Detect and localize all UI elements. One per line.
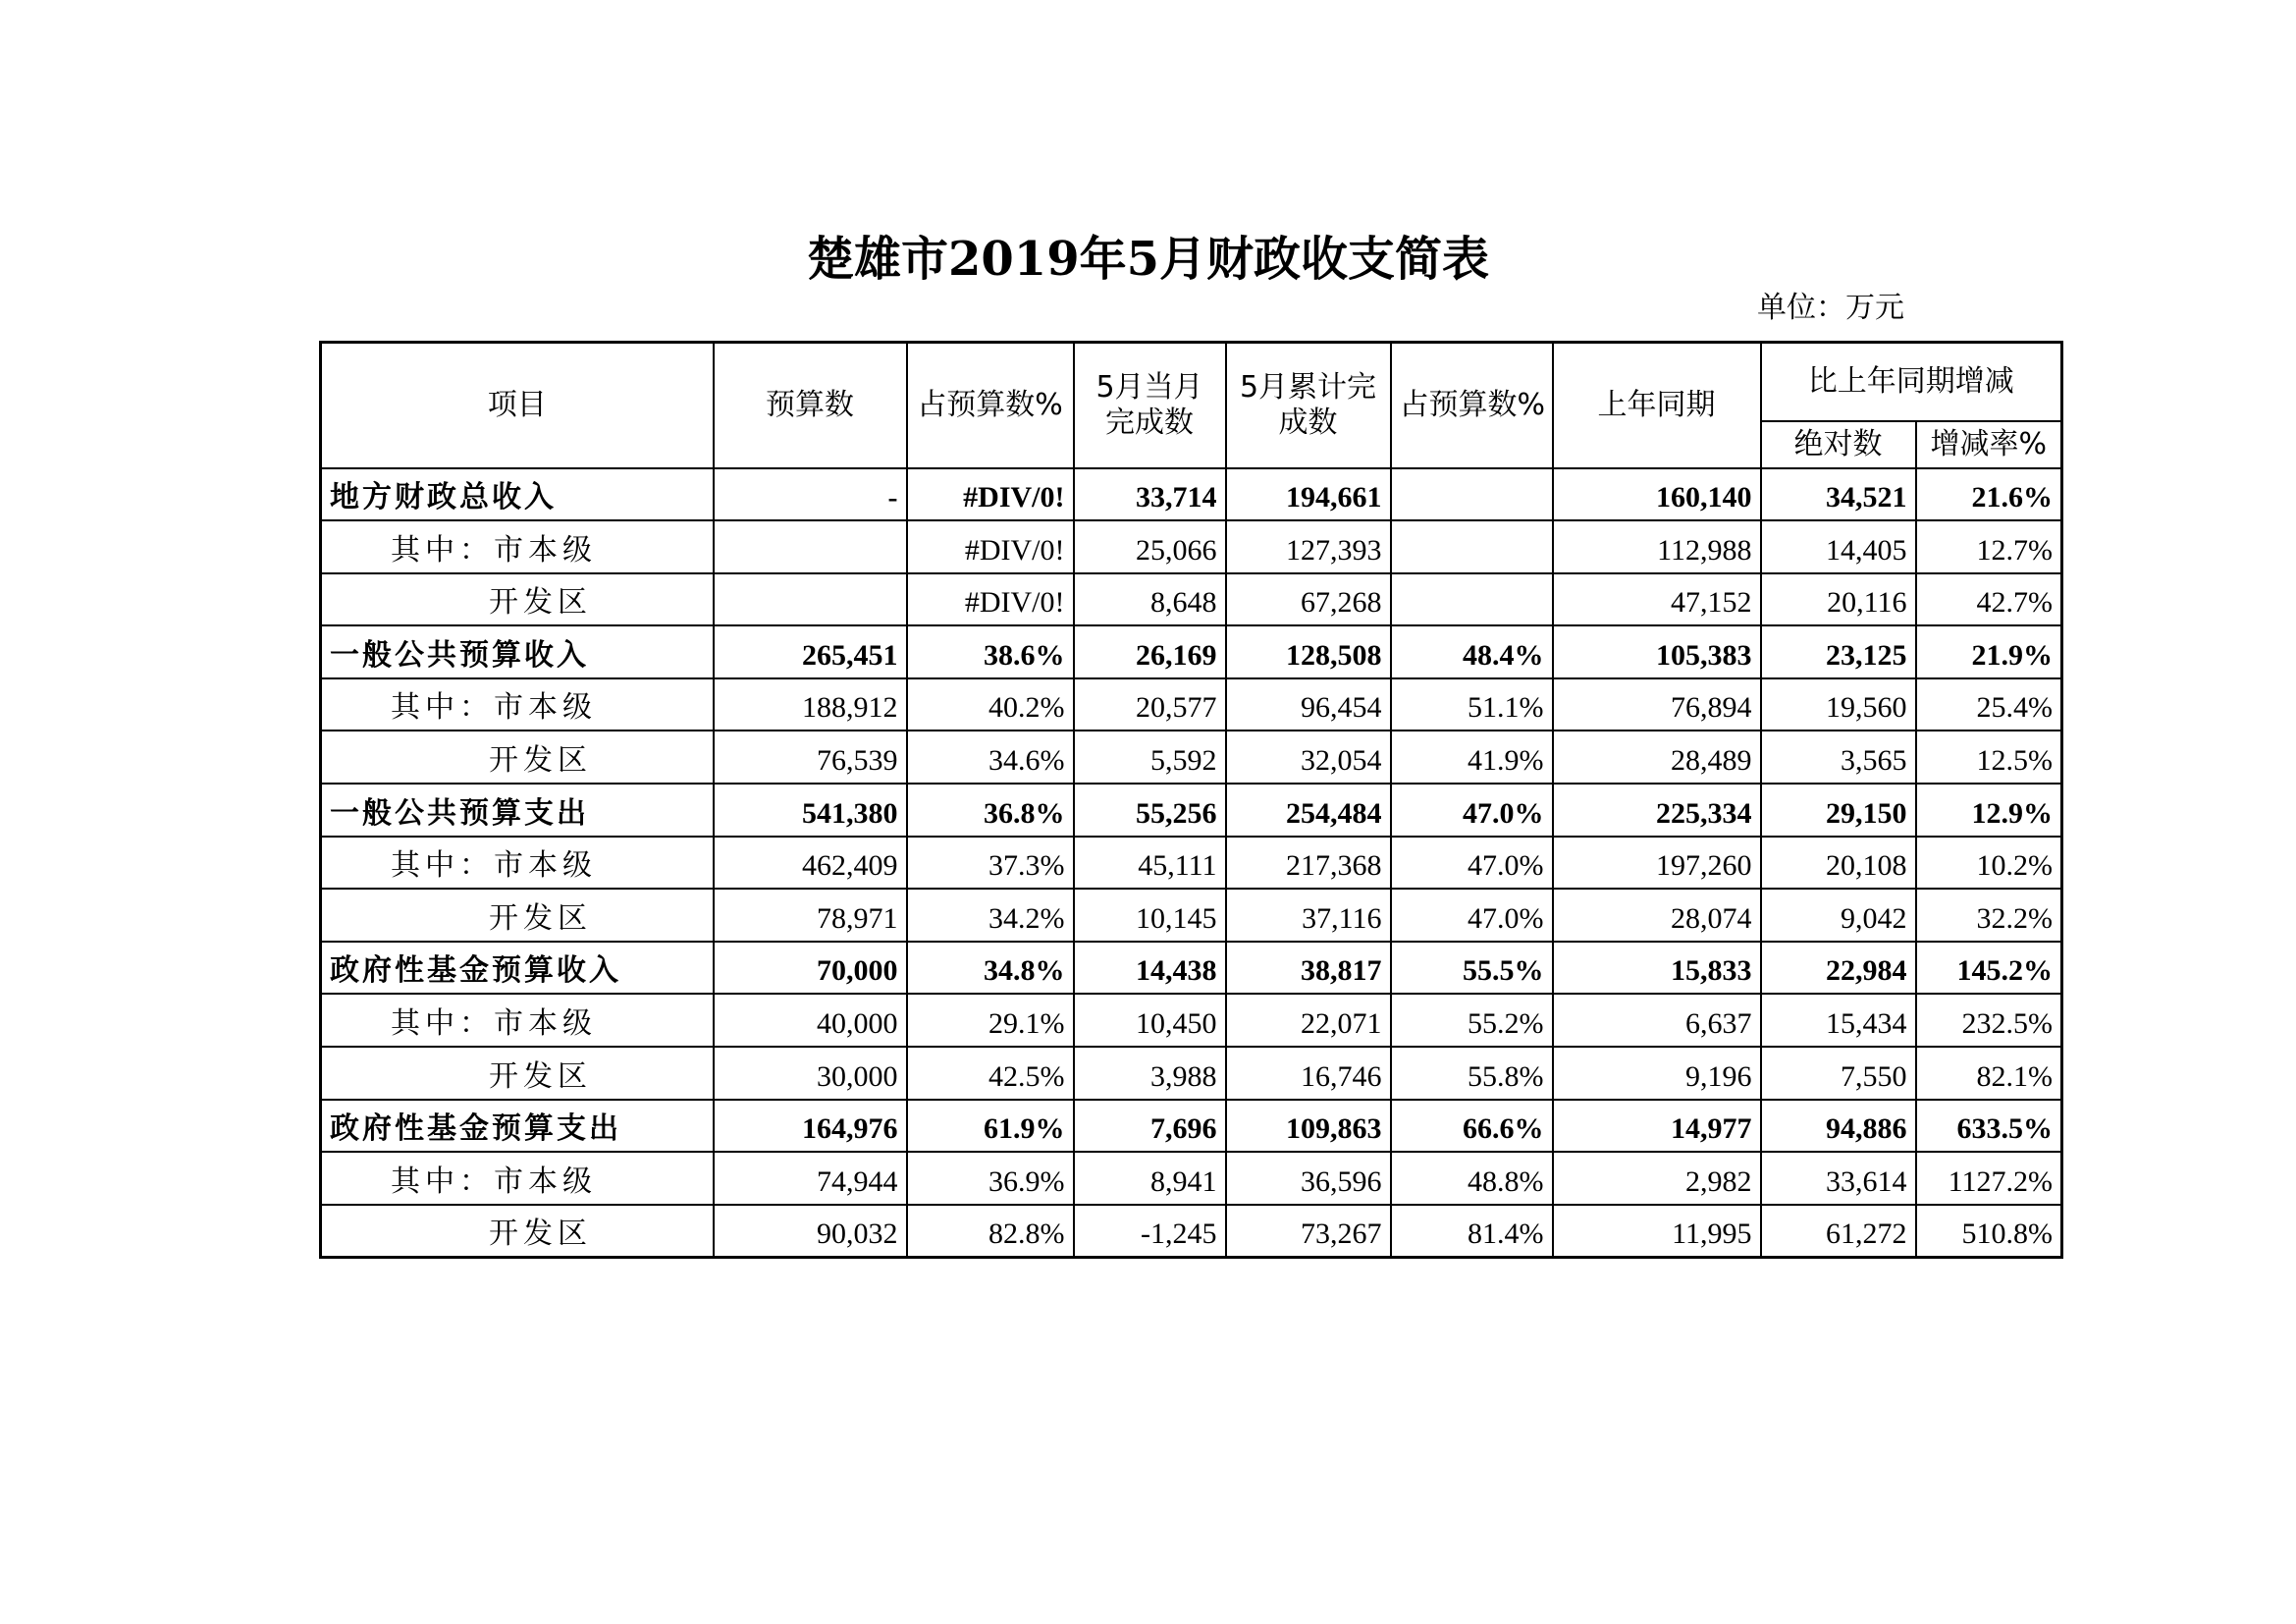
cell-last-year: 112,988 [1553, 520, 1761, 573]
cell-rate-change: 42.7% [1916, 573, 2062, 626]
cell-cum-done: 32,054 [1226, 731, 1391, 784]
cell-month-done: 14,438 [1074, 942, 1226, 995]
header-change-group: 比上年同期增减 [1761, 343, 2062, 421]
cell-rate-change: 633.5% [1916, 1100, 2062, 1153]
cell-cum-done: 22,071 [1226, 994, 1391, 1047]
table-row [321, 1152, 2062, 1205]
cell-budget: 78,971 [714, 889, 907, 942]
cell-last-year: 2,982 [1553, 1152, 1761, 1205]
cell-cum-pct: 47.0% [1391, 784, 1553, 837]
cell-budget-pct: 36.9% [907, 1152, 1074, 1205]
page-title: 楚雄市2019年5月财政收支简表 [807, 232, 1489, 287]
cell-cum-done: 16,746 [1226, 1047, 1391, 1100]
cell-cum-done: 109,863 [1226, 1100, 1391, 1153]
cell-cum-pct: 48.8% [1391, 1152, 1553, 1205]
cell-abs-change: 20,116 [1761, 573, 1916, 626]
table-row [321, 889, 2062, 942]
cell-budget: 76,539 [714, 731, 907, 784]
cell-abs-change: 20,108 [1761, 837, 1916, 890]
table-row [321, 1047, 2062, 1100]
header-budget-pct: 占预算数% [907, 343, 1074, 468]
row-label: 地方财政总收入 [321, 468, 714, 521]
cell-month-done: 25,066 [1074, 520, 1226, 573]
cell-cum-pct: 41.9% [1391, 731, 1553, 784]
cell-rate-change: 32.2% [1916, 889, 2062, 942]
cell-last-year: 28,074 [1553, 889, 1761, 942]
cell-last-year: 76,894 [1553, 678, 1761, 731]
header-budget: 预算数 [714, 343, 907, 468]
cell-budget-pct: 37.3% [907, 837, 1074, 890]
cell-month-done: 20,577 [1074, 678, 1226, 731]
cell-abs-change: 61,272 [1761, 1205, 1916, 1258]
cell-month-done: 55,256 [1074, 784, 1226, 837]
cell-last-year: 105,383 [1553, 625, 1761, 678]
cell-budget-pct: #DIV/0! [907, 573, 1074, 626]
cell-month-done: 8,941 [1074, 1152, 1226, 1205]
cell-cum-pct [1391, 573, 1553, 626]
cell-month-done: 5,592 [1074, 731, 1226, 784]
cell-abs-change: 9,042 [1761, 889, 1916, 942]
table-row [321, 625, 2062, 678]
cell-cum-done: 217,368 [1226, 837, 1391, 890]
row-label: 一般公共预算支出 [321, 784, 714, 837]
row-label: 开发区 [321, 1047, 714, 1100]
cell-cum-done: 254,484 [1226, 784, 1391, 837]
cell-last-year: 28,489 [1553, 731, 1761, 784]
row-label: 其中：市本级 [321, 1152, 714, 1205]
cell-month-done: -1,245 [1074, 1205, 1226, 1258]
cell-rate-change: 82.1% [1916, 1047, 2062, 1100]
cell-rate-change: 12.7% [1916, 520, 2062, 573]
table-row [321, 837, 2062, 890]
cell-last-year: 160,140 [1553, 468, 1761, 521]
cell-budget: 90,032 [714, 1205, 907, 1258]
header-month-done: 5月当月完成数 [1074, 343, 1226, 468]
cell-cum-pct: 55.8% [1391, 1047, 1553, 1100]
cell-cum-pct: 66.6% [1391, 1100, 1553, 1153]
header-abs-change: 绝对数 [1761, 421, 1916, 468]
header-item: 项目 [321, 343, 714, 468]
row-label: 开发区 [321, 1205, 714, 1258]
cell-cum-pct [1391, 468, 1553, 521]
cell-budget-pct: 82.8% [907, 1205, 1074, 1258]
cell-rate-change: 145.2% [1916, 942, 2062, 995]
cell-cum-pct: 47.0% [1391, 837, 1553, 890]
table-row [321, 994, 2062, 1047]
cell-last-year: 47,152 [1553, 573, 1761, 626]
cell-budget: 188,912 [714, 678, 907, 731]
cell-rate-change: 1127.2% [1916, 1152, 2062, 1205]
cell-budget-pct: 34.8% [907, 942, 1074, 995]
cell-rate-change: 232.5% [1916, 994, 2062, 1047]
cell-month-done: 26,169 [1074, 625, 1226, 678]
cell-budget: 265,451 [714, 625, 907, 678]
cell-rate-change: 21.6% [1916, 468, 2062, 521]
cell-last-year: 225,334 [1553, 784, 1761, 837]
table-row [321, 784, 2062, 837]
cell-budget-pct: 34.6% [907, 731, 1074, 784]
cell-month-done: 10,450 [1074, 994, 1226, 1047]
cell-budget: 462,409 [714, 837, 907, 890]
cell-last-year: 15,833 [1553, 942, 1761, 995]
cell-cum-done: 67,268 [1226, 573, 1391, 626]
cell-abs-change: 33,614 [1761, 1152, 1916, 1205]
cell-budget: 70,000 [714, 942, 907, 995]
cell-rate-change: 510.8% [1916, 1205, 2062, 1258]
cell-abs-change: 34,521 [1761, 468, 1916, 521]
row-label: 其中：市本级 [321, 837, 714, 890]
cell-budget-pct: #DIV/0! [907, 520, 1074, 573]
cell-abs-change: 14,405 [1761, 520, 1916, 573]
cell-cum-done: 36,596 [1226, 1152, 1391, 1205]
cell-rate-change: 12.9% [1916, 784, 2062, 837]
cell-rate-change: 21.9% [1916, 625, 2062, 678]
table-row [321, 942, 2062, 995]
cell-last-year: 6,637 [1553, 994, 1761, 1047]
cell-month-done: 8,648 [1074, 573, 1226, 626]
cell-cum-pct: 81.4% [1391, 1205, 1553, 1258]
cell-budget-pct: 29.1% [907, 994, 1074, 1047]
cell-abs-change: 7,550 [1761, 1047, 1916, 1100]
cell-abs-change: 3,565 [1761, 731, 1916, 784]
cell-budget: 164,976 [714, 1100, 907, 1153]
table-row [321, 731, 2062, 784]
row-label: 政府性基金预算收入 [321, 942, 714, 995]
cell-abs-change: 94,886 [1761, 1100, 1916, 1153]
row-label: 其中：市本级 [321, 994, 714, 1047]
cell-budget-pct: 61.9% [907, 1100, 1074, 1153]
header-rate-change: 增减率% [1916, 421, 2062, 468]
cell-cum-done: 73,267 [1226, 1205, 1391, 1258]
cell-month-done: 7,696 [1074, 1100, 1226, 1153]
row-label: 一般公共预算收入 [321, 625, 714, 678]
table-row [321, 1205, 2062, 1258]
row-label: 开发区 [321, 889, 714, 942]
table-body [321, 468, 2062, 1258]
cell-budget-pct: 40.2% [907, 678, 1074, 731]
finance-table [319, 341, 2063, 1259]
cell-cum-done: 38,817 [1226, 942, 1391, 995]
cell-budget: 30,000 [714, 1047, 907, 1100]
cell-budget-pct: 42.5% [907, 1047, 1074, 1100]
table-row [321, 1100, 2062, 1153]
cell-month-done: 45,111 [1074, 837, 1226, 890]
unit-label: 单位：万元 [1757, 291, 1904, 325]
cell-last-year: 14,977 [1553, 1100, 1761, 1153]
cell-budget: - [714, 468, 907, 521]
cell-last-year: 9,196 [1553, 1047, 1761, 1100]
cell-cum-pct: 55.5% [1391, 942, 1553, 995]
cell-budget: 541,380 [714, 784, 907, 837]
cell-abs-change: 15,434 [1761, 994, 1916, 1047]
cell-budget: 40,000 [714, 994, 907, 1047]
cell-budget-pct: #DIV/0! [907, 468, 1074, 521]
cell-abs-change: 22,984 [1761, 942, 1916, 995]
cell-cum-pct: 51.1% [1391, 678, 1553, 731]
cell-abs-change: 23,125 [1761, 625, 1916, 678]
cell-cum-pct [1391, 520, 1553, 573]
cell-month-done: 3,988 [1074, 1047, 1226, 1100]
cell-rate-change: 25.4% [1916, 678, 2062, 731]
cell-budget-pct: 38.6% [907, 625, 1074, 678]
table-row [321, 468, 2062, 521]
header-cum-pct: 占预算数% [1391, 343, 1553, 468]
cell-last-year: 197,260 [1553, 837, 1761, 890]
cell-cum-done: 128,508 [1226, 625, 1391, 678]
cell-cum-done: 37,116 [1226, 889, 1391, 942]
row-label: 开发区 [321, 573, 714, 626]
cell-rate-change: 10.2% [1916, 837, 2062, 890]
table-row [321, 678, 2062, 731]
cell-budget-pct: 36.8% [907, 784, 1074, 837]
cell-abs-change: 29,150 [1761, 784, 1916, 837]
cell-rate-change: 12.5% [1916, 731, 2062, 784]
cell-abs-change: 19,560 [1761, 678, 1916, 731]
cell-budget [714, 520, 907, 573]
row-label: 政府性基金预算支出 [321, 1100, 714, 1153]
row-label: 其中：市本级 [321, 520, 714, 573]
table-row [321, 573, 2062, 626]
header-cum-done: 5月累计完成数 [1226, 343, 1391, 468]
cell-month-done: 33,714 [1074, 468, 1226, 521]
row-label: 开发区 [321, 731, 714, 784]
cell-last-year: 11,995 [1553, 1205, 1761, 1258]
table-row [321, 520, 2062, 573]
header-last-year: 上年同期 [1553, 343, 1761, 468]
cell-cum-pct: 47.0% [1391, 889, 1553, 942]
cell-budget-pct: 34.2% [907, 889, 1074, 942]
cell-month-done: 10,145 [1074, 889, 1226, 942]
row-label: 其中：市本级 [321, 678, 714, 731]
cell-budget [714, 573, 907, 626]
cell-budget: 74,944 [714, 1152, 907, 1205]
cell-cum-done: 127,393 [1226, 520, 1391, 573]
cell-cum-done: 194,661 [1226, 468, 1391, 521]
cell-cum-pct: 48.4% [1391, 625, 1553, 678]
cell-cum-pct: 55.2% [1391, 994, 1553, 1047]
cell-cum-done: 96,454 [1226, 678, 1391, 731]
